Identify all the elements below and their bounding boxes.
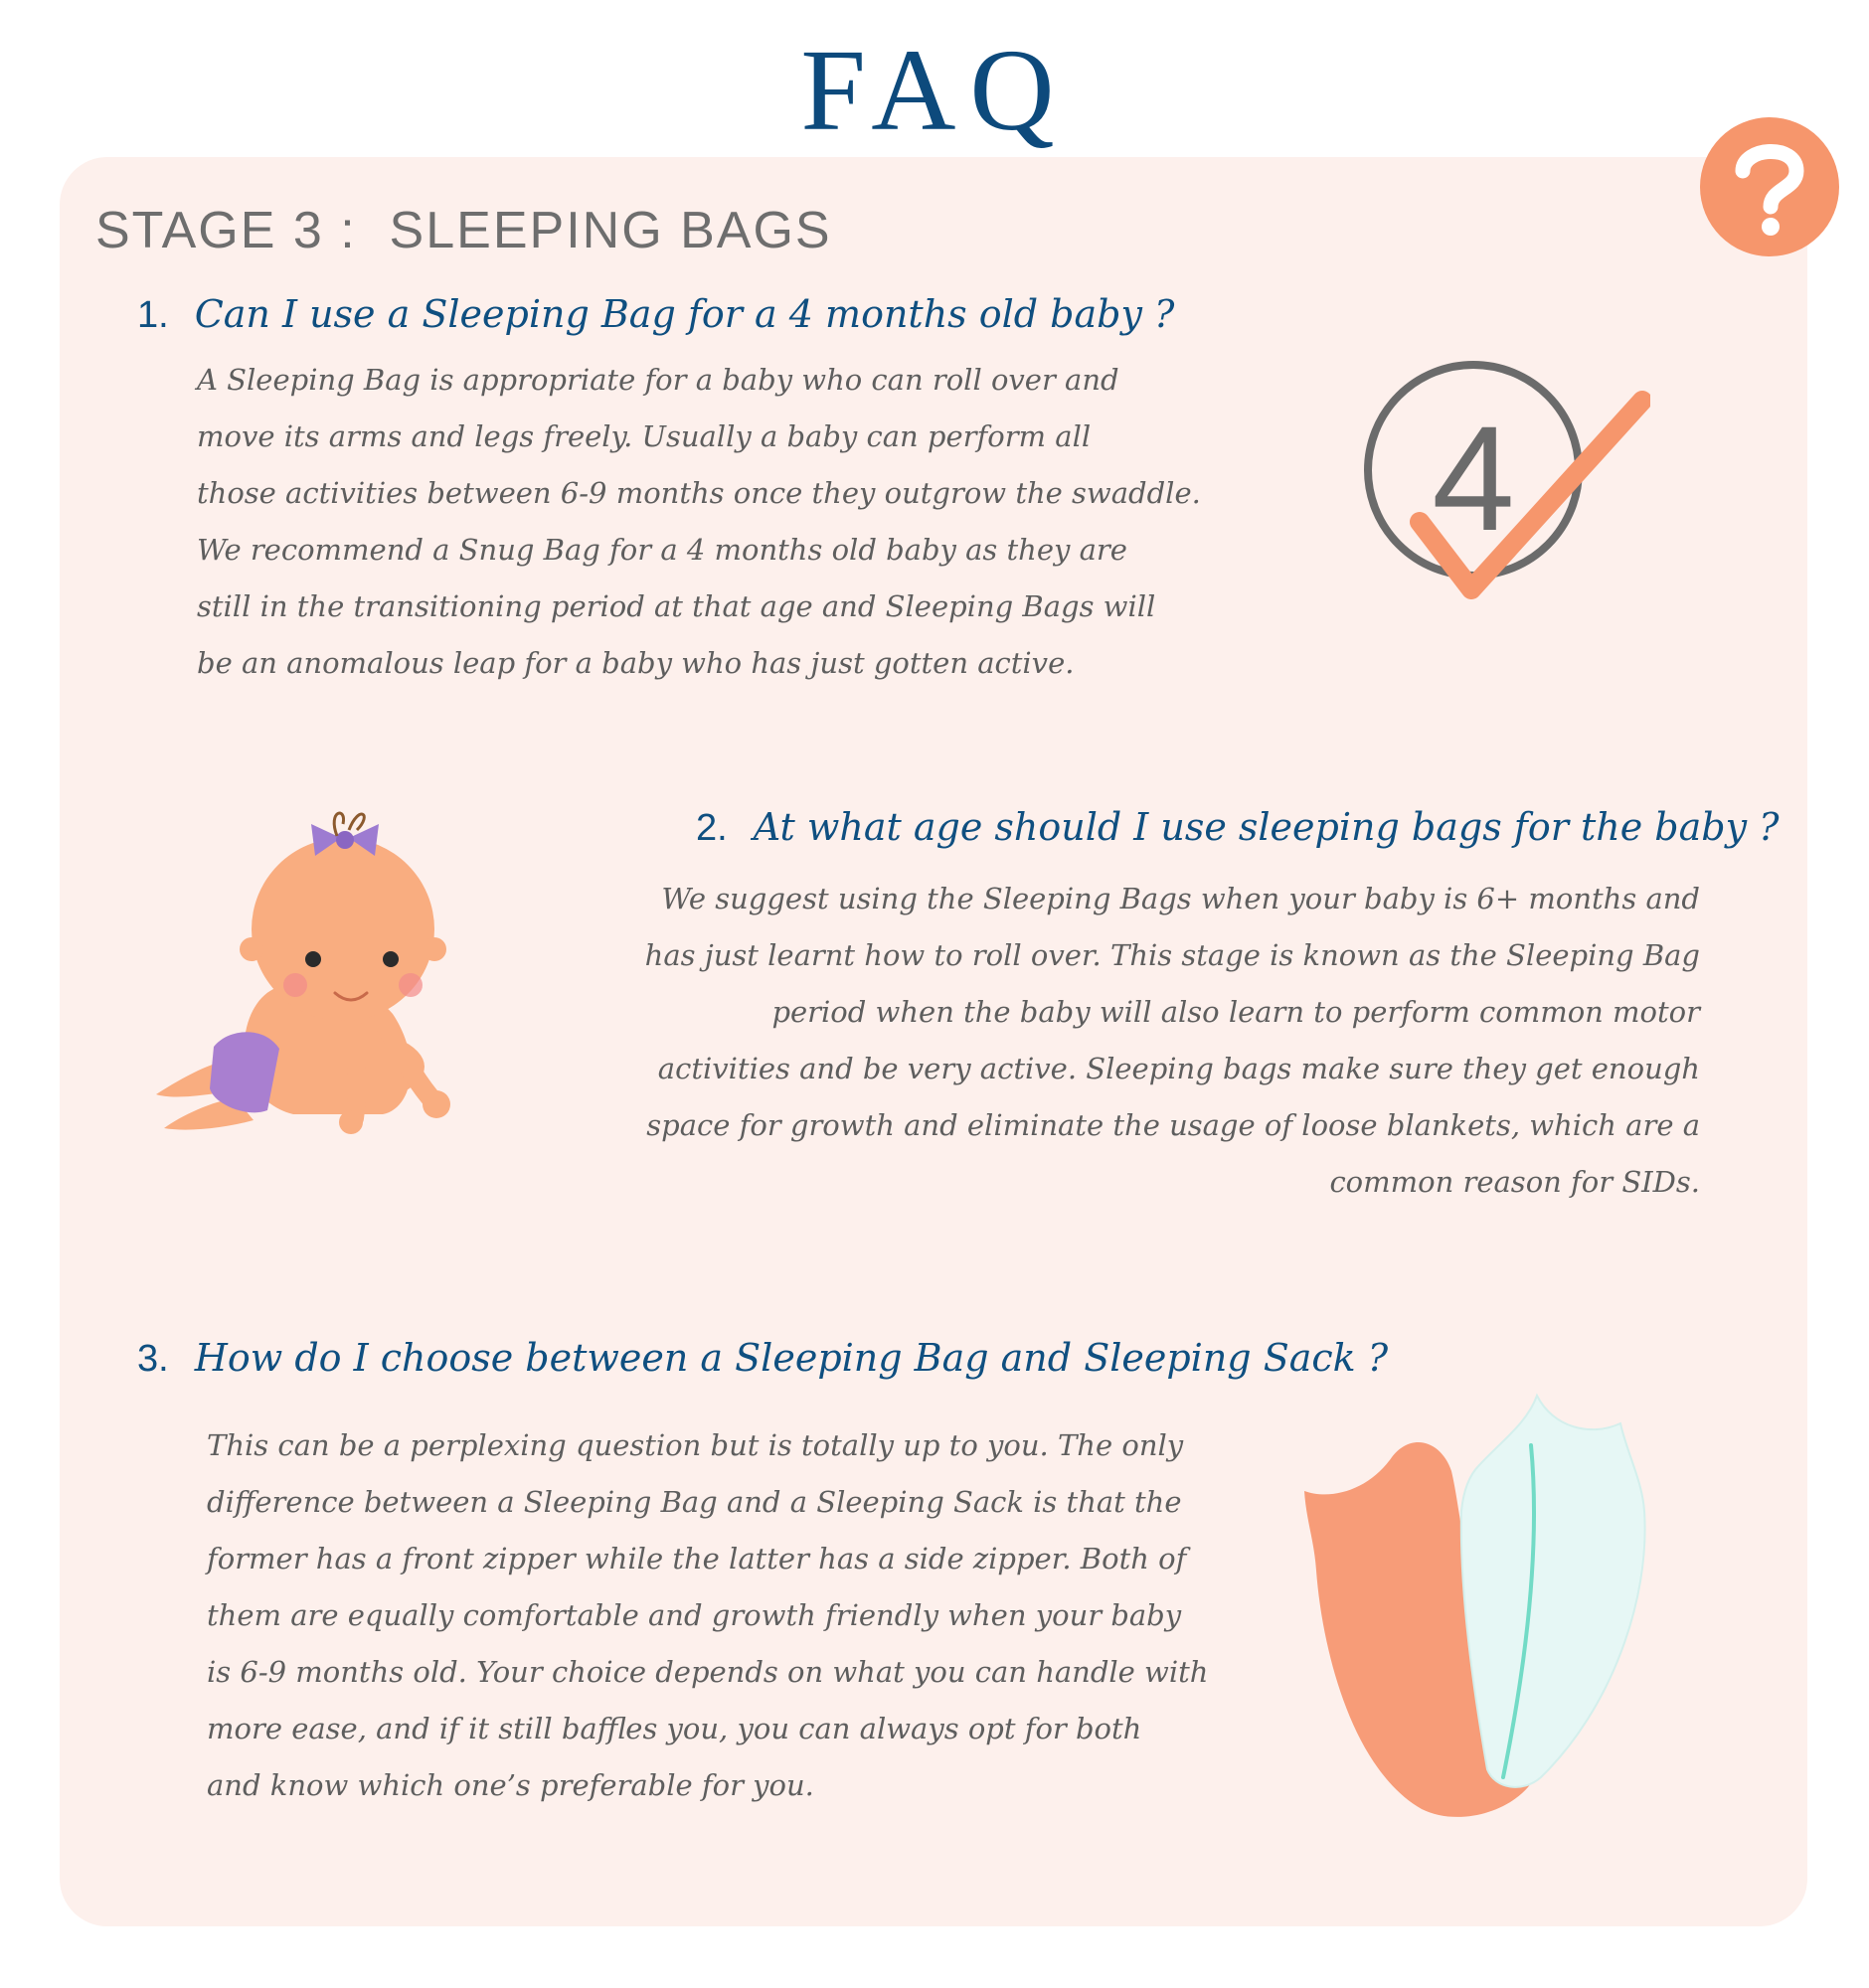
page-title: FAQ <box>800 25 1069 155</box>
answer-line: common reason for SIDs. <box>1329 1165 1700 1199</box>
faq-question-text: Can I use a Sleeping Bag for a 4 months old baby ? <box>194 292 1175 336</box>
answer-line: space for growth and eliminate the usage of loose blankets, which are a <box>646 1108 1700 1142</box>
help-badge <box>1700 117 1839 256</box>
answer-line: be an anomalous leap for a baby who has just gotten active. <box>197 646 1075 680</box>
faq-number: 3. <box>137 1338 169 1380</box>
answer-line: those activities between 6-9 months once they outgrow the swaddle. <box>197 476 1201 510</box>
answer-line: move its arms and legs freely. Usually a baby can perform all <box>197 419 1092 453</box>
faq-question-3 <box>137 1336 1388 1381</box>
sleeping-bags-illustration <box>1292 1372 1710 1829</box>
answer-line: more ease, and if it still baffles you, you can always opt for both <box>207 1712 1142 1745</box>
crawling-baby-illustration <box>144 800 482 1158</box>
answer-line: still in the transitioning period at that age and Sleeping Bags will <box>197 589 1156 623</box>
mint-sleeping-sack <box>1461 1396 1645 1787</box>
answer-line: We recommend a Snug Bag for a 4 months old baby as they are <box>197 533 1127 567</box>
faq-question-text: How do I choose between a Sleeping Bag and Sleeping Sack ? <box>194 1336 1389 1380</box>
stage-title: STAGE 3 : SLEEPING BAGS <box>95 202 832 259</box>
age-number: 4 <box>1432 395 1515 562</box>
faq-number: 1. <box>137 294 169 336</box>
answer-line: and know which one’s preferable for you. <box>207 1768 814 1802</box>
faq-question-text: At what age should I use sleeping bags for the baby ? <box>753 805 1780 849</box>
answer-line: period when the baby will also learn to perform common motor <box>771 995 1700 1029</box>
answer-line: A Sleeping Bag is appropriate for a baby who can roll over and <box>197 363 1119 397</box>
faq-question-2 <box>696 805 1780 850</box>
answer-line: them are equally comfortable and growth friendly when your baby <box>207 1598 1182 1632</box>
answer-line: activities and be very active. Sleeping bags make sure they get enough <box>657 1052 1700 1085</box>
answer-line: former has a front zipper while the latter has a side zipper. Both of <box>207 1542 1187 1575</box>
answer-line: difference between a Sleeping Bag and a Sleeping Sack is that the <box>207 1485 1182 1519</box>
faq-answer-2 <box>596 871 1700 1211</box>
question-mark-icon <box>1725 137 1814 237</box>
faq-question-1 <box>137 292 1174 337</box>
answer-line: is 6-9 months old. Your choice depends on what you can handle with <box>207 1655 1209 1689</box>
age-four-illustration <box>1362 353 1650 611</box>
faq-answer-3 <box>207 1417 1261 1814</box>
faq-answer-1 <box>197 352 1231 692</box>
faq-number: 2. <box>696 807 728 849</box>
answer-line: has just learnt how to roll over. This stage is known as the Sleeping Bag <box>644 938 1700 972</box>
answer-line: We suggest using the Sleeping Bags when your baby is 6+ months and <box>661 882 1700 915</box>
answer-line: This can be a perplexing question but is totally up to you. The only <box>207 1428 1184 1462</box>
